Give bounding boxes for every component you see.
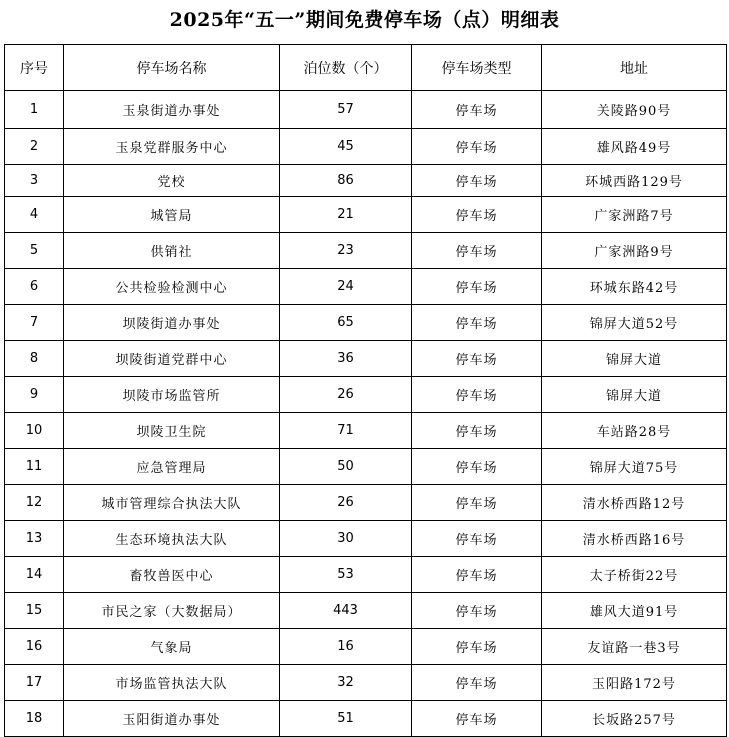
parking-capacity: 32	[280, 665, 412, 701]
parking-name: 气象局	[64, 629, 280, 665]
table-row	[5, 233, 727, 269]
table-row	[5, 305, 727, 341]
row-number: 2	[5, 129, 64, 165]
parking-type: 停车场	[412, 629, 542, 665]
row-number: 15	[5, 593, 64, 629]
parking-type: 停车场	[412, 449, 542, 485]
parking-address: 关陵路90号	[542, 91, 727, 129]
row-number: 11	[5, 449, 64, 485]
row-number: 7	[5, 305, 64, 341]
parking-address: 雄风大道91号	[542, 593, 727, 629]
parking-address: 车站路28号	[542, 413, 727, 449]
row-number: 9	[5, 377, 64, 413]
parking-type: 停车场	[412, 233, 542, 269]
parking-address: 锦屏大道75号	[542, 449, 727, 485]
row-number: 4	[5, 197, 64, 233]
parking-name: 应急管理局	[64, 449, 280, 485]
parking-type: 停车场	[412, 413, 542, 449]
table-row	[5, 449, 727, 485]
parking-type: 停车场	[412, 197, 542, 233]
parking-type: 停车场	[412, 377, 542, 413]
row-number: 18	[5, 701, 64, 737]
parking-capacity: 65	[280, 305, 412, 341]
table-row	[5, 521, 727, 557]
parking-type: 停车场	[412, 269, 542, 305]
parking-capacity: 26	[280, 377, 412, 413]
parking-name: 党校	[64, 165, 280, 197]
header-name: 停车场名称	[64, 45, 280, 91]
parking-address: 广家洲路7号	[542, 197, 727, 233]
parking-name: 市场监管执法大队	[64, 665, 280, 701]
table-row	[5, 165, 727, 197]
parking-name: 生态环境执法大队	[64, 521, 280, 557]
parking-capacity: 23	[280, 233, 412, 269]
table-row	[5, 91, 727, 129]
parking-name: 坝陵街道党群中心	[64, 341, 280, 377]
parking-address: 锦屏大道	[542, 341, 727, 377]
row-number: 17	[5, 665, 64, 701]
parking-address: 太子桥街22号	[542, 557, 727, 593]
table-row	[5, 485, 727, 521]
parking-capacity: 45	[280, 129, 412, 165]
parking-address: 广家洲路9号	[542, 233, 727, 269]
parking-type: 停车场	[412, 485, 542, 521]
parking-type: 停车场	[412, 165, 542, 197]
table-row	[5, 197, 727, 233]
parking-type: 停车场	[412, 521, 542, 557]
table-row	[5, 341, 727, 377]
table-body	[5, 91, 727, 737]
row-number: 10	[5, 413, 64, 449]
parking-address: 清水桥西路12号	[542, 485, 727, 521]
parking-capacity: 30	[280, 521, 412, 557]
parking-capacity: 57	[280, 91, 412, 129]
parking-name: 坝陵卫生院	[64, 413, 280, 449]
parking-address: 锦屏大道52号	[542, 305, 727, 341]
parking-address: 环城东路42号	[542, 269, 727, 305]
row-number: 13	[5, 521, 64, 557]
parking-address: 清水桥西路16号	[542, 521, 727, 557]
header-address: 地址	[542, 45, 727, 91]
parking-name: 玉泉街道办事处	[64, 91, 280, 129]
table-row	[5, 377, 727, 413]
row-number: 8	[5, 341, 64, 377]
parking-type: 停车场	[412, 305, 542, 341]
parking-name: 城市管理综合执法大队	[64, 485, 280, 521]
parking-address: 锦屏大道	[542, 377, 727, 413]
parking-type: 停车场	[412, 593, 542, 629]
table-row	[5, 557, 727, 593]
table-row	[5, 593, 727, 629]
row-number: 3	[5, 165, 64, 197]
parking-table	[4, 44, 727, 737]
parking-capacity: 51	[280, 701, 412, 737]
parking-type: 停车场	[412, 341, 542, 377]
table-row	[5, 701, 727, 737]
parking-type: 停车场	[412, 701, 542, 737]
row-number: 5	[5, 233, 64, 269]
table-row	[5, 413, 727, 449]
parking-capacity: 24	[280, 269, 412, 305]
parking-capacity: 21	[280, 197, 412, 233]
parking-name: 玉阳街道办事处	[64, 701, 280, 737]
row-number: 6	[5, 269, 64, 305]
header-capacity: 泊位数（个）	[280, 45, 412, 91]
parking-capacity: 53	[280, 557, 412, 593]
parking-name: 公共检验检测中心	[64, 269, 280, 305]
parking-address: 雄风路49号	[542, 129, 727, 165]
parking-capacity: 36	[280, 341, 412, 377]
table-row	[5, 129, 727, 165]
parking-name: 供销社	[64, 233, 280, 269]
row-number: 16	[5, 629, 64, 665]
table-row	[5, 629, 727, 665]
parking-capacity: 86	[280, 165, 412, 197]
parking-type: 停车场	[412, 91, 542, 129]
parking-capacity: 26	[280, 485, 412, 521]
parking-name: 玉泉党群服务中心	[64, 129, 280, 165]
parking-type: 停车场	[412, 665, 542, 701]
parking-capacity: 16	[280, 629, 412, 665]
parking-address: 环城西路129号	[542, 165, 727, 197]
page-title: 2025年“五一”期间免费停车场（点）明细表	[169, 9, 560, 31]
table-row	[5, 665, 727, 701]
row-number: 1	[5, 91, 64, 129]
parking-type: 停车场	[412, 557, 542, 593]
parking-type: 停车场	[412, 129, 542, 165]
parking-address: 长坂路257号	[542, 701, 727, 737]
parking-address: 友谊路一巷3号	[542, 629, 727, 665]
parking-name: 市民之家（大数据局）	[64, 593, 280, 629]
parking-capacity: 50	[280, 449, 412, 485]
table-header-row	[5, 45, 727, 91]
header-type: 停车场类型	[412, 45, 542, 91]
parking-name: 畜牧兽医中心	[64, 557, 280, 593]
parking-name: 城管局	[64, 197, 280, 233]
parking-capacity: 443	[280, 593, 412, 629]
parking-name: 坝陵市场监管所	[64, 377, 280, 413]
parking-address: 玉阳路172号	[542, 665, 727, 701]
table-row	[5, 269, 727, 305]
parking-name: 坝陵街道办事处	[64, 305, 280, 341]
header-no: 序号	[5, 45, 64, 91]
row-number: 12	[5, 485, 64, 521]
parking-capacity: 71	[280, 413, 412, 449]
row-number: 14	[5, 557, 64, 593]
